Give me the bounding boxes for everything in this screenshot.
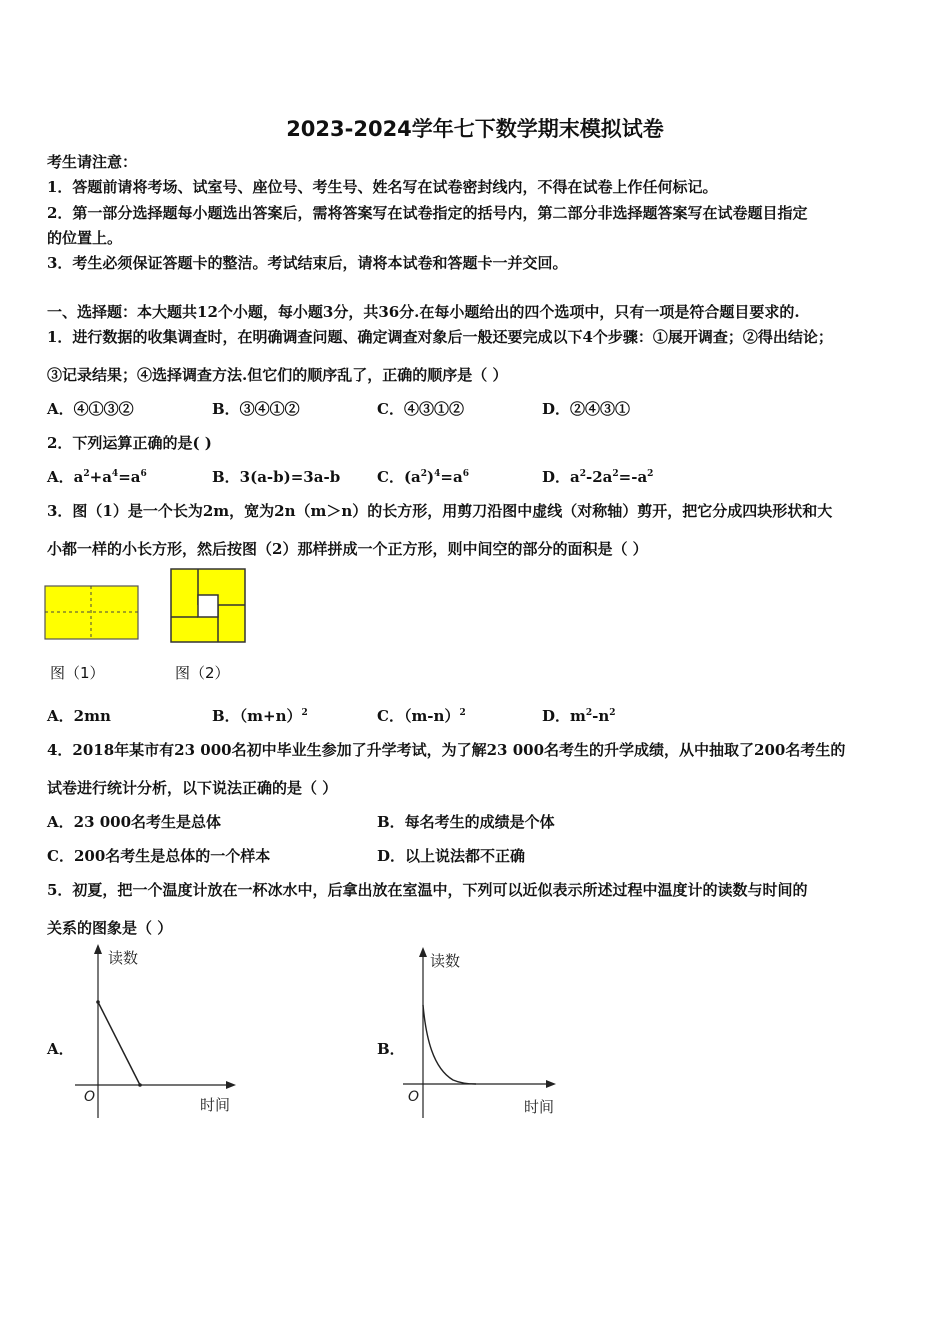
notice-heading: 考生请注意： (47, 153, 138, 171)
figure-2-caption: 图（2） (175, 664, 230, 682)
q3-stem-line2: 小都一样的小长方形，然后按图（2）那样拼成一个正方形，则中间空的部分的面积是（ ） (47, 540, 648, 558)
q5-graph-b-xlabel: 时间 (524, 1098, 555, 1116)
notice-item-2-cont: 的位置上。 (47, 229, 123, 247)
figure-1-rectangle (44, 585, 140, 641)
q3-option-b: B．$(m+n)^2$ (212, 707, 308, 725)
q3-option-c: C．$(m-n)^2$ (377, 707, 466, 725)
q1-stem-line2: ③记录结果；④选择调查方法.但它们的顺序乱了，正确的顺序是（ ） (47, 366, 508, 384)
q4-option-d: D．以上说法都不正确 (377, 847, 526, 865)
q3-option-a: A．2mn (47, 707, 111, 725)
q1-option-a: A．④①③② (47, 400, 134, 418)
q2-stem: 2．下列运算正确的是( ) (47, 434, 212, 452)
q5-graph-a-origin: O (84, 1089, 96, 1105)
q2-option-c: C．$(a^2)^4=a^6$ (377, 468, 469, 486)
q3-option-d: D．$m^2-n^2$ (542, 707, 616, 725)
q5-stem-line1: 5．初夏，把一个温度计放在一杯冰水中，后拿出放在室温中，下列可以近似表示所述过程中温度计的读数与时间的 (47, 881, 808, 899)
figure-2-square (170, 568, 247, 644)
q4-option-a: A．23 000名考生是总体 (47, 813, 222, 831)
page-title: 2023-2024学年七下数学期末模拟试卷 (286, 117, 664, 141)
q5-graph-b-origin: O (408, 1089, 420, 1105)
notice-item-2: 2．第一部分选择题每小题选出答案后，需将答案写在试卷指定的括号内，第二部分非选择题答案写在试卷题目指定 (47, 204, 808, 222)
q5-graph-a (70, 940, 250, 1125)
q4-option-b: B．每名考生的成绩是个体 (377, 813, 555, 831)
q5-stem-line2: 关系的图象是（ ） (47, 919, 173, 937)
q1-option-d: D．②④③① (542, 400, 631, 418)
section-heading: 一、选择题：本大题共12个小题，每小题3分，共36分.在每小题给出的四个选项中，只有一项是符合题目要求的. (47, 303, 800, 321)
q5-option-a-label: A． (47, 1040, 74, 1058)
q2-option-a: A．$a^2+a^4=a^6$ (47, 468, 147, 486)
q5-graph-b-ylabel: 读数 (430, 952, 461, 970)
q5-option-b-label: B． (377, 1040, 405, 1058)
q5-graph-b (398, 943, 568, 1128)
q5-graph-a-ylabel: 读数 (108, 949, 139, 967)
notice-item-3: 3．考生必须保证答题卡的整洁。考试结束后，请将本试卷和答题卡一并交回。 (47, 254, 568, 272)
q1-stem-line1: 1．进行数据的收集调查时，在明确调查问题、确定调查对象后一般还要完成以下4个步骤：①展开调查；②得出结论； (47, 328, 833, 346)
q4-option-c: C．200名考生是总体的一个样本 (47, 847, 271, 865)
q2-option-b: B．3(a-b)=3a-b (212, 468, 341, 486)
q3-stem-line1: 3．图（1）是一个长为2m，宽为2n（m＞n）的长方形，用剪刀沿图中虚线（对称轴）剪开，把它分成四块形状和大 (47, 502, 833, 520)
q4-stem-line2: 试卷进行统计分析，以下说法正确的是（ ） (47, 779, 338, 797)
q1-option-b: B．③④①② (212, 400, 300, 418)
figure-1-caption: 图（1） (50, 664, 105, 682)
q5-graph-a-xlabel: 时间 (200, 1096, 231, 1114)
q4-stem-line1: 4．2018年某市有23 000名初中毕业生参加了升学考试，为了解23 000名考生的升学成绩，从中抽取了200名考生的 (47, 741, 846, 759)
notice-item-1: 1．答题前请将考场、试室号、座位号、考生号、姓名写在试卷密封线内，不得在试卷上作任何标记。 (47, 178, 718, 196)
q1-option-c: C．④③①② (377, 400, 464, 418)
q2-option-d: D．$a^2-2a^2=-a^2$ (542, 468, 654, 486)
